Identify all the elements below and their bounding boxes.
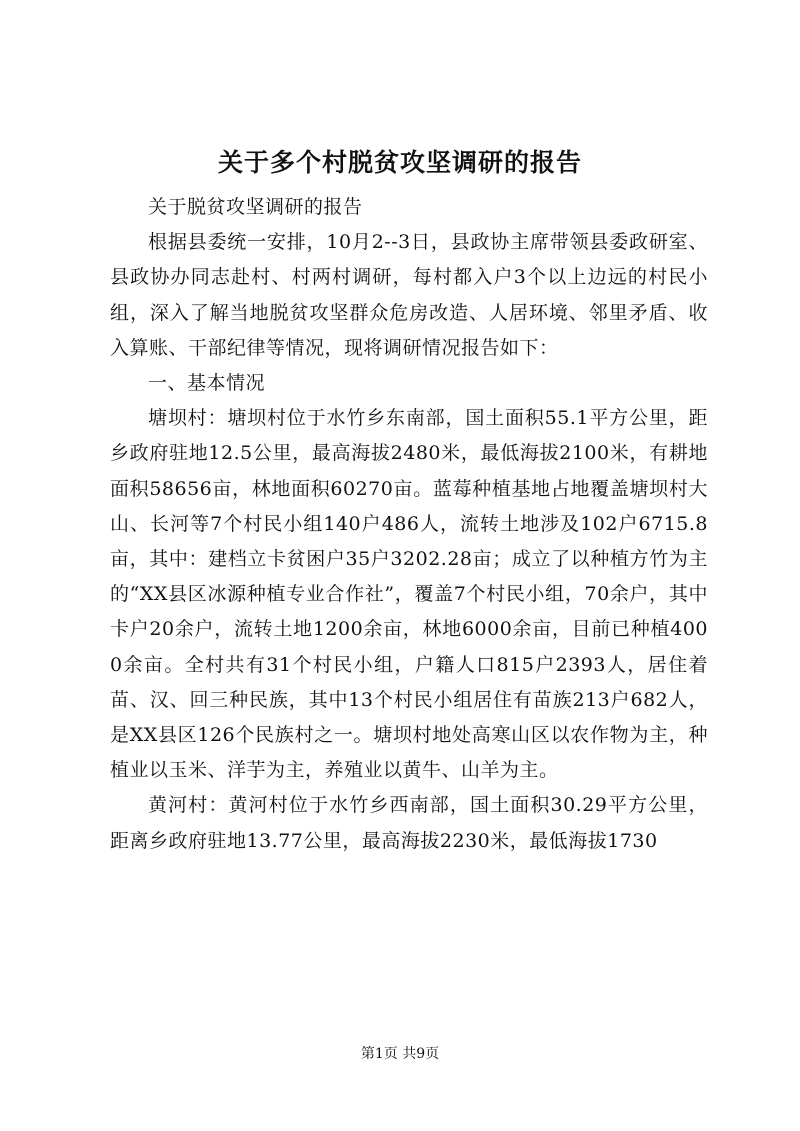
- section-heading: 一、基本情况: [148, 372, 266, 395]
- tangba-village-paragraph: 塘坝村：塘坝村位于水竹乡东南部，国土面积55.1平方公里，距乡政府驻地12.5公里，最高海拔2480米，最低海拔2100米，有耕地面积58656亩，林地面积60270亩。蓝莓种植基地占地覆盖塘坝村大山、长河等7个村民小组140户486人，流转土地涉及102户6715.8亩，其中：建档立卡贫困户35户3202.28亩；成立了以种植方竹为主的“XX县区冰源种植专业合作社”，覆盖7个村民小组，70余户，其中卡户20余户，流转土地1200余亩，林地6000余亩，目前已种植4000余亩。全村共有31个村民小组，户籍人口815户2393人，居住着苗、汉、回三种民族，其中13个村民小组居住有苗族213户682人，是XX县区126个民族村之一。塘坝村地处高寒山区以农作物为主，种植业以玉米、洋芋为主，养殖业以黄牛、山羊为主。: [110, 407, 708, 782]
- intro-paragraph: 根据县委统一安排，10月2--3日，县政协主席带领县委政研室、县政协办同志赴村、村两村调研，每村都入户3个以上边远的村民小组，深入了解当地脱贫攻坚群众危房改造、人居环境、邻里矛盾、收入算账、干部纪律等情况，现将调研情况报告如下：: [110, 231, 708, 359]
- document-title: 关于多个村脱贫攻坚调研的报告: [217, 148, 582, 177]
- subtitle-paragraph: 关于脱贫攻坚调研的报告: [148, 196, 363, 218]
- document-body: [110, 190, 708, 859]
- page-footer: 第1页 共9页: [360, 1046, 440, 1062]
- huanghe-village-paragraph: 黄河村：黄河村位于水竹乡西南部，国土面积30.29平方公里，距离乡政府驻地13.77公里，最高海拔2230米，最低海拔1730: [110, 794, 708, 852]
